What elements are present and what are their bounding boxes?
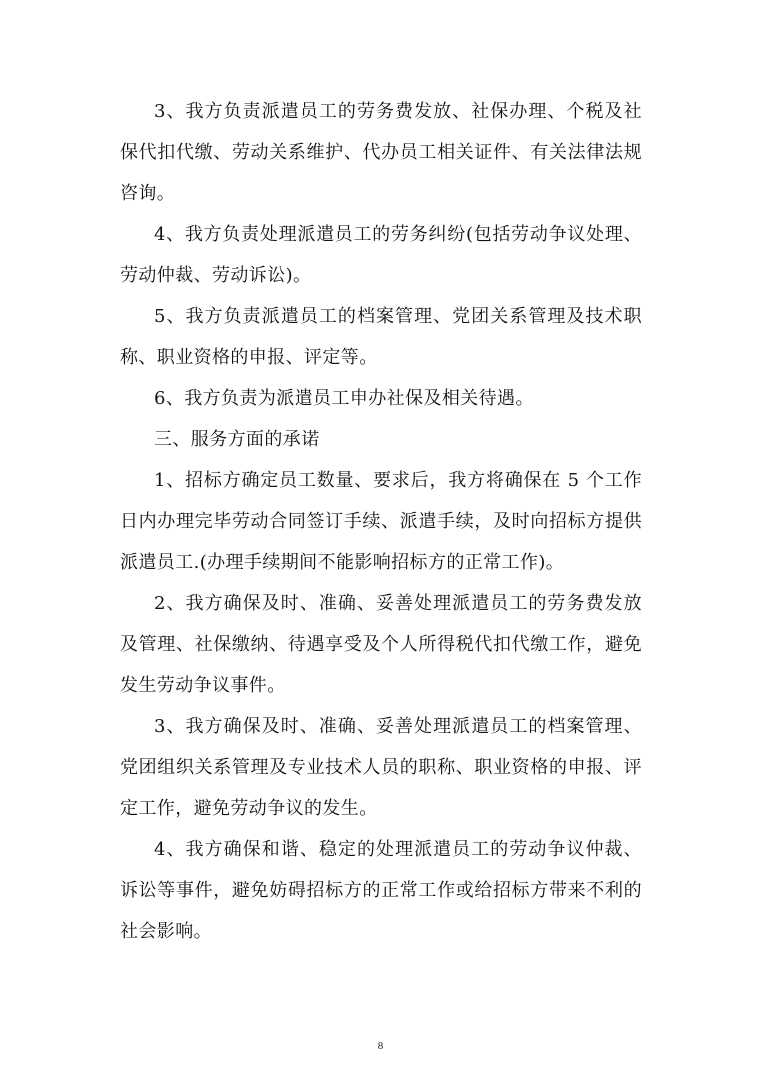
paragraph-item-5: 5、我方负责派遣员工的档案管理、党团关系管理及技术职称、职业资格的申报、评定等。 [120,306,642,368]
paragraph-item-3: 3、我方负责派遣员工的劳务费发放、社保办理、个税及社保代扣代缴、劳动关系维护、代办员工相关证件、有关法律法规咨询。 [120,101,642,204]
document-body [120,91,642,952]
page-number: 8 [377,1040,384,1052]
paragraph-service-3: 3、我方确保及时、准确、妥善处理派遣员工的档案管理、党团组织关系管理及专业技术人员的职称、职业资格的申报、评定工作，避免劳动争议的发生。 [120,716,642,819]
paragraph-service-2: 2、我方确保及时、准确、妥善处理派遣员工的劳务费发放及管理、社保缴纳、待遇享受及个人所得税代扣代缴工作，避免发生劳动争议事件。 [120,593,642,696]
section-heading-service: 三、服务方面的承诺 [154,429,320,450]
paragraph-item-6: 6、我方负责为派遣员工申办社保及相关待遇。 [154,388,534,409]
paragraph-service-1: 1、招标方确定员工数量、要求后，我方将确保在 5 个工作日内办理完毕劳动合同签订手续、派遣手续，及时向招标方提供派遣员工.(办理手续期间不能影响招标方的正常工作)。 [120,470,642,573]
paragraph-service-4: 4、我方确保和谐、稳定的处理派遣员工的劳动争议仲裁、诉讼等事件，避免妨碍招标方的正常工作或给招标方带来不利的社会影响。 [120,839,642,942]
paragraph-item-4: 4、我方负责处理派遣员工的劳务纠纷(包括劳动争议处理、劳动仲裁、劳动诉讼)。 [120,224,642,286]
